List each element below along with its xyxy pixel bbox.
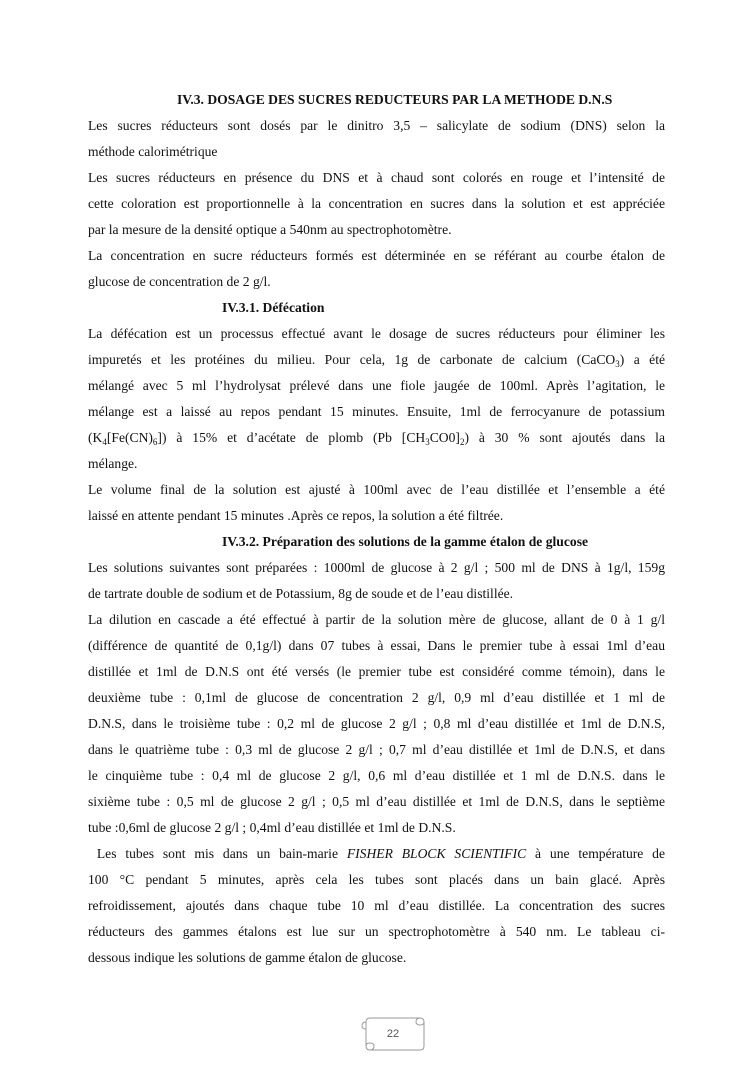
text-line: de tartrate double de sodium et de Potassium, 8g de soude et de l’eau distillée. bbox=[88, 586, 514, 601]
text-line: La concentration en sucre réducteurs formés est déterminée en se référant au courbe étalon de bbox=[88, 248, 665, 263]
text-line: $(K_4[Fe(CN)_6])$ à 15% et d’acétate de plomb (Pb $[CH_3CO0]_2$) à 30 % sont ajoutés dans la bbox=[88, 430, 665, 447]
section-heading-iv31: IV.3.1. Défécation bbox=[222, 300, 325, 315]
text-line: méthode calorimétrique bbox=[88, 144, 218, 159]
text-line: Le volume final de la solution est ajusté à 100ml avec de l’eau distillée et l’ensemble a été bbox=[88, 482, 665, 497]
text-line: Les tubes sont mis dans un bain-marie FISHER BLOCK SCIENTIFIC à une température de bbox=[88, 846, 665, 861]
text-line: dans le quatrième tube : 0,3 ml de glucose 2 g/l ; 0,7 ml d’eau distillée et 1ml de D.N.S, et dans bbox=[88, 742, 665, 757]
text-line: tube :0,6ml de glucose 2 g/l ; 0,4ml d’eau distillée et 1ml de D.N.S. bbox=[88, 820, 456, 835]
text-line: glucose de concentration de 2 g/l. bbox=[88, 274, 271, 289]
section-heading-iv32: IV.3.2. Préparation des solutions de la gamme étalon de glucose bbox=[222, 534, 589, 549]
text-line: mélange. bbox=[88, 456, 138, 471]
text-line: La défécation est un processus effectué avant le dosage de sucres réducteurs pour éliminer les bbox=[88, 326, 665, 341]
text-line: par la mesure de la densité optique a 540nm au spectrophotomètre. bbox=[88, 222, 452, 237]
text-line: refroidissement, ajoutés dans chaque tube 10 ml d’eau distillée. La concentration des sucres bbox=[88, 898, 665, 913]
text-line: D.N.S, dans le troisième tube : 0,2 ml de glucose 2 g/l ; 0,8 ml d’eau distillée et 1ml de D.N.S, bbox=[88, 716, 665, 731]
document-body bbox=[88, 87, 665, 971]
text-line: La dilution en cascade a été effectué à partir de la solution mère de glucose, allant de 0 à 1 g/l bbox=[88, 612, 665, 627]
page-number-scroll bbox=[360, 1016, 426, 1054]
text-line: le cinquième tube : 0,4 ml de glucose 2 g/l, 0,6 ml d’eau distillée et 1 ml de D.N.S. dans le bbox=[88, 768, 665, 783]
text-line: 100 °C pendant 5 minutes, après cela les tubes sont placés dans un bain glacé. Après bbox=[88, 872, 665, 887]
text-line: laissé en attente pendant 15 minutes .Après ce repos, la solution a été filtrée. bbox=[88, 508, 504, 523]
section-heading-iv3: IV.3. DOSAGE DES SUCRES REDUCTEURS PAR LA METHODE D.N.S bbox=[177, 92, 613, 107]
text-line: Les sucres réducteurs en présence du DNS et à chaud sont colorés en rouge et l’intensité de bbox=[88, 170, 665, 185]
text-line: dessous indique les solutions de gamme étalon de glucose. bbox=[88, 950, 407, 965]
text-line: Les solutions suivantes sont préparées : 1000ml de glucose à 2 g/l ; 500 ml de DNS à 1g/l, 159g bbox=[88, 560, 665, 575]
text-line: impuretés et les protéines du milieu. Pour cela, 1g de carbonate de calcium (CaCO$_3$) a été bbox=[88, 352, 665, 369]
text-line: sixième tube : 0,5 ml de glucose 2 g/l ; 0,5 ml d’eau distillée et 1ml de D.N.S, dans le septième bbox=[88, 794, 665, 809]
text-line: mélangé avec 5 ml l’hydrolysat prélevé dans une fiole jaugée de 100ml. Après l’agitation, le bbox=[88, 378, 665, 393]
text-line: cette coloration est proportionnelle à la concentration en sucres dans la solution et est appréciée bbox=[88, 196, 665, 211]
page-number: 22 bbox=[386, 1028, 400, 1040]
text-line: Les sucres réducteurs sont dosés par le dinitro 3,5 – salicylate de sodium (DNS) selon la bbox=[88, 118, 665, 133]
text-line: réducteurs des gammes étalons est lue sur un spectrophotomètre à 540 nm. Le tableau ci- bbox=[88, 924, 665, 939]
text-line: (différence de quantité de 0,1g/l) dans 07 tubes à essai, Dans le premier tube à essai 1ml d’eau bbox=[88, 638, 665, 653]
text-line: mélange est a laissé au repos pendant 15 minutes. Ensuite, 1ml de ferrocyanure de potassium bbox=[88, 404, 665, 419]
text-line: distillée et 1ml de D.N.S ont été versés (le premier tube est considéré comme témoin), dans le bbox=[88, 664, 665, 679]
text-line: deuxième tube : 0,1ml de glucose de concentration 2 g/l, 0,9 ml d’eau distillée et 1 ml de bbox=[88, 690, 665, 705]
